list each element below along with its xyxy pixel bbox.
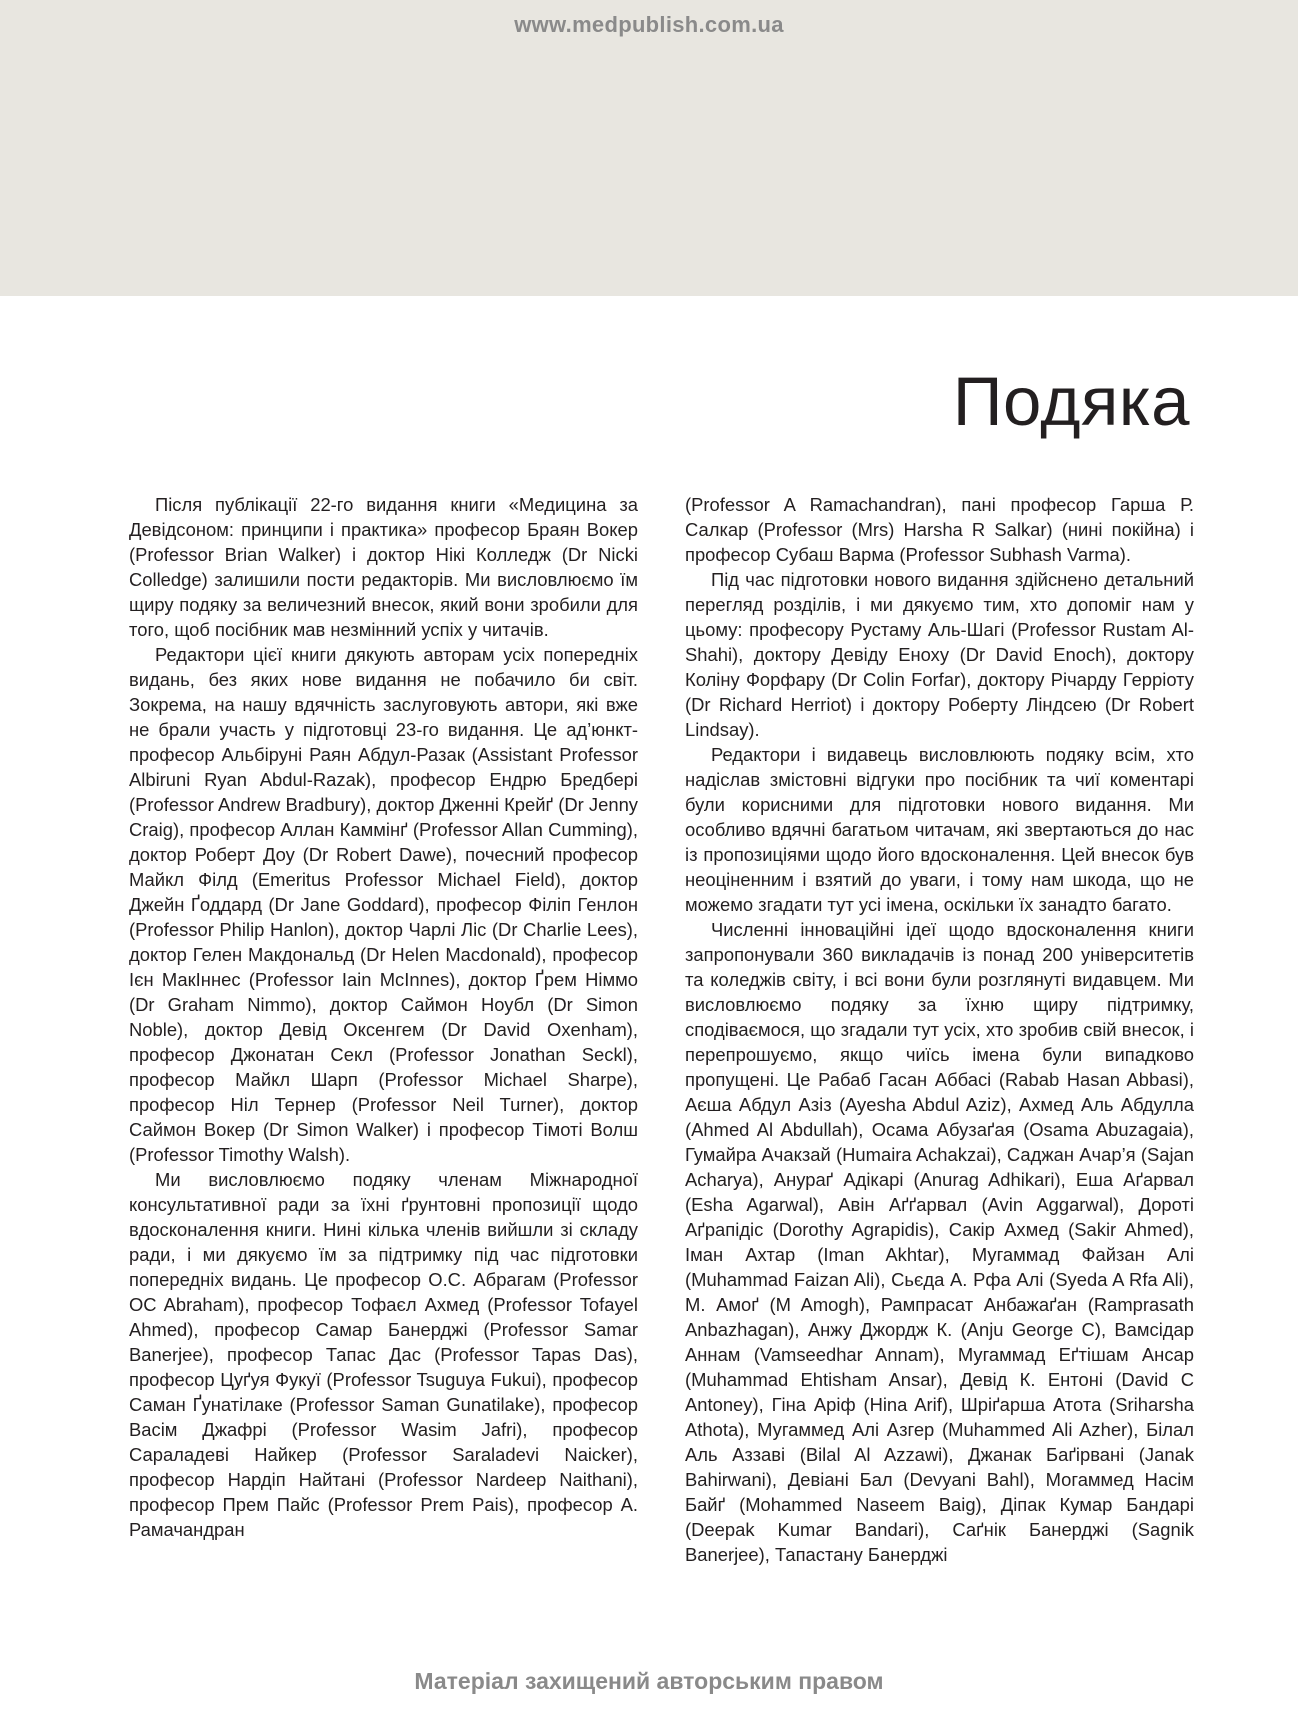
paragraph: Численні інноваційні ідеї щодо вдосконалення книги запропонували 360 викладачів із понад 200 університетів та коледжів світу, і всі вони були розглянуті видавцем. Ми висловлюємо подяку за їхню щиру підтримку, сподіваємося, що згадали тут усіх, хто зробив свій внесок, і перепрошуємо, якщо чиїсь імена були випадково пропущені. Це Рабаб Гасан Аббасі (Rabab Hasan Abbasi), Аєша Абдул Азіз (Ayesha Abdul Aziz), Ахмед Аль Абдулла (Ahmed Al Abdullah), Осама Абузаґая (Osama Abuzagaia), Гумайра Ачакзай (Humaira Achakzai), Саджан Ачар’я (Sajan Acharya), Анураґ Адікарі (Anurag Adhikari), Еша Аґарвал (Esha Agarwal), Авін Аґґарвал (Avin Aggarwal), Дороті Аґрапідіс (Dorothy Agrapidis), Сакір Ахмед (Sakir Ahmed), Іман Ахтар (Iman Akhtar), Мугаммад Файзан Алі (Muhammad Faizan Ali), Сьєда А. Рфа Алі (Syeda A Rfa Ali), М. Амоґ (M Amogh), Рампрасат Анбажаґан (Ramprasath Anbazhagan), Анжу Джордж К. (Anju George C), Вамсідар Аннам (Vamseedhar Annam), Мугаммад Еґтішам Ансар (Muhammad Ehtisham Ansar), Девід К. Ентоні (David C Antoney), Гіна Аріф (Hina Arif), Шріґарша Атота (Sriharsha Athota), Мугаммед Алі Азгер (Muhammed Ali Azher), Білал Аль Аззаві (Bilal Al Azzawi), Джанак Баґірвані (Janak Bahirwani), Девіані Бал (Devyani Bahl), Могаммед Насім Байґ (Mohammed Naseem Baig), Діпак Кумар Бандарі (Deepak Kumar Bandari), Саґнік Банерджі (Sagnik Banerjee), Тапастану Банерджі bbox=[685, 919, 1194, 1565]
paragraph: Ми висловлюємо подяку членам Міжнародної консультативної ради за їхні ґрунтовні пропозиції щодо вдосконалення книги. Нині кілька членів вийшли зі складу ради, і ми дякуємо їм за підтримку під час підготовки попередніх видань. Це професор О.С. Абрагам (Professor OC Abraham), професор Тофаєл Ахмед (Professor Tofayel Ahmed), професор Самар Банерджі (Professor Samar Banerjee), професор Тапас Дас (Professor Tapas Das), професор Цуґуя Фукуї (Professor Tsuguya Fukui), професор Саман Ґунатілаке (Professor Saman Gunatilake), професор Васім Джафрі (Professor Wasim Jafri), професор Сараладеві Найкер (Professor Saraladevi Naicker), професор Нардіп Найтані (Professor Nardeep Naithani), професор Прем Пайс (Professor Prem Pais), професор А. Рамачандран bbox=[129, 1169, 638, 1540]
site-url: www.medpublish.com.ua bbox=[514, 12, 784, 37]
paragraph-continued: (Professor A Ramachandran), пані професор Гарша Р. Салкар (Professor (Mrs) Harsha R Salkar) (нині покійна) і професор Субаш Варма (Professor Subhash Varma). bbox=[685, 494, 1194, 565]
paragraph: Редактори цієї книги дякують авторам усіх попередніх видань, без яких нове видання не побачило би світ. Зокрема, на нашу вдячність заслуговують автори, які вже не брали участь у підготовці 23-го видання. Це ад’юнкт-професор Альбіруні Раян Абдул-Разак (Assistant Professor Albiruni Ryan Abdul-Razak), професор Ендрю Бредбері (Professor Andrew Bradbury), доктор Дженні Крейґ (Dr Jenny Craig), професор Аллан Каммінґ (Professor Allan Cumming), доктор Роберт Доу (Dr Robert Dawe), почесний професор Майкл Філд (Emeritus Professor Michael Field), доктор Джейн Ґоддард (Dr Jane Goddard), професор Філіп Генлон (Professor Philip Hanlon), доктор Чарлі Ліс (Dr Charlie Lees), доктор Гелен Макдональд (Dr Helen Macdonald), професор Ієн МакІннес (Professor Iain McInnes), доктор Ґрем Німмо (Dr Graham Nimmo), доктор Саймон Ноубл (Dr Simon Noble), доктор Девід Оксенгем (Dr David Oxenham), професор Джонатан Секл (Professor Jonathan Seckl), професор Майкл Шарп (Professor Michael Sharpe), професор Ніл Тернер (Professor Neil Turner), доктор Саймон Вокер (Dr Simon Walker) і професор Тімоті Волш (Professor Timothy Walsh). bbox=[129, 644, 638, 1165]
paragraph: Редактори і видавець висловлюють подяку всім, хто надіслав змістовні відгуки про посібник та чиї коментарі були корисними для підготовки нового видання. Ми особливо вдячні багатьом читачам, які звертаються до нас із пропозиціями щодо його вдосконалення. Цей внесок був неоціненним і взятий до уваги, і тому нам шкода, що не можемо згадати тут усі імена, оскільки їх занадто багато. bbox=[685, 744, 1194, 915]
header-band bbox=[0, 0, 1298, 296]
right-column bbox=[685, 492, 1194, 1567]
left-column bbox=[129, 492, 638, 1542]
page-title: Подяка bbox=[952, 363, 1190, 440]
paragraph: Після публікації 22-го видання книги «Медицина за Девідсоном: принципи і практика» професор Браян Вокер (Professor Brian Walker) і доктор Нікі Колледж (Dr Nicki Colledge) залишили пости редакторів. Ми висловлюємо їм щиру подяку за величезний внесок, який вони зробили для того, щоб посібник мав незмінний успіх у читачів. bbox=[129, 494, 638, 640]
copyright-notice: Матеріал захищений авторським правом bbox=[414, 1668, 884, 1694]
paragraph: Під час підготовки нового видання здійснено детальний перегляд розділів, і ми дякуємо тим, хто допоміг нам у цьому: професору Рустаму Аль-Шагі (Professor Rustam Al-Shahi), доктору Девіду Еноху (Dr David Enoch), доктору Коліну Форфару (Dr Colin Forfar), доктору Річарду Герріоту (Dr Richard Herriot) і доктору Роберту Ліндсею (Dr Robert Lindsay). bbox=[685, 569, 1194, 740]
